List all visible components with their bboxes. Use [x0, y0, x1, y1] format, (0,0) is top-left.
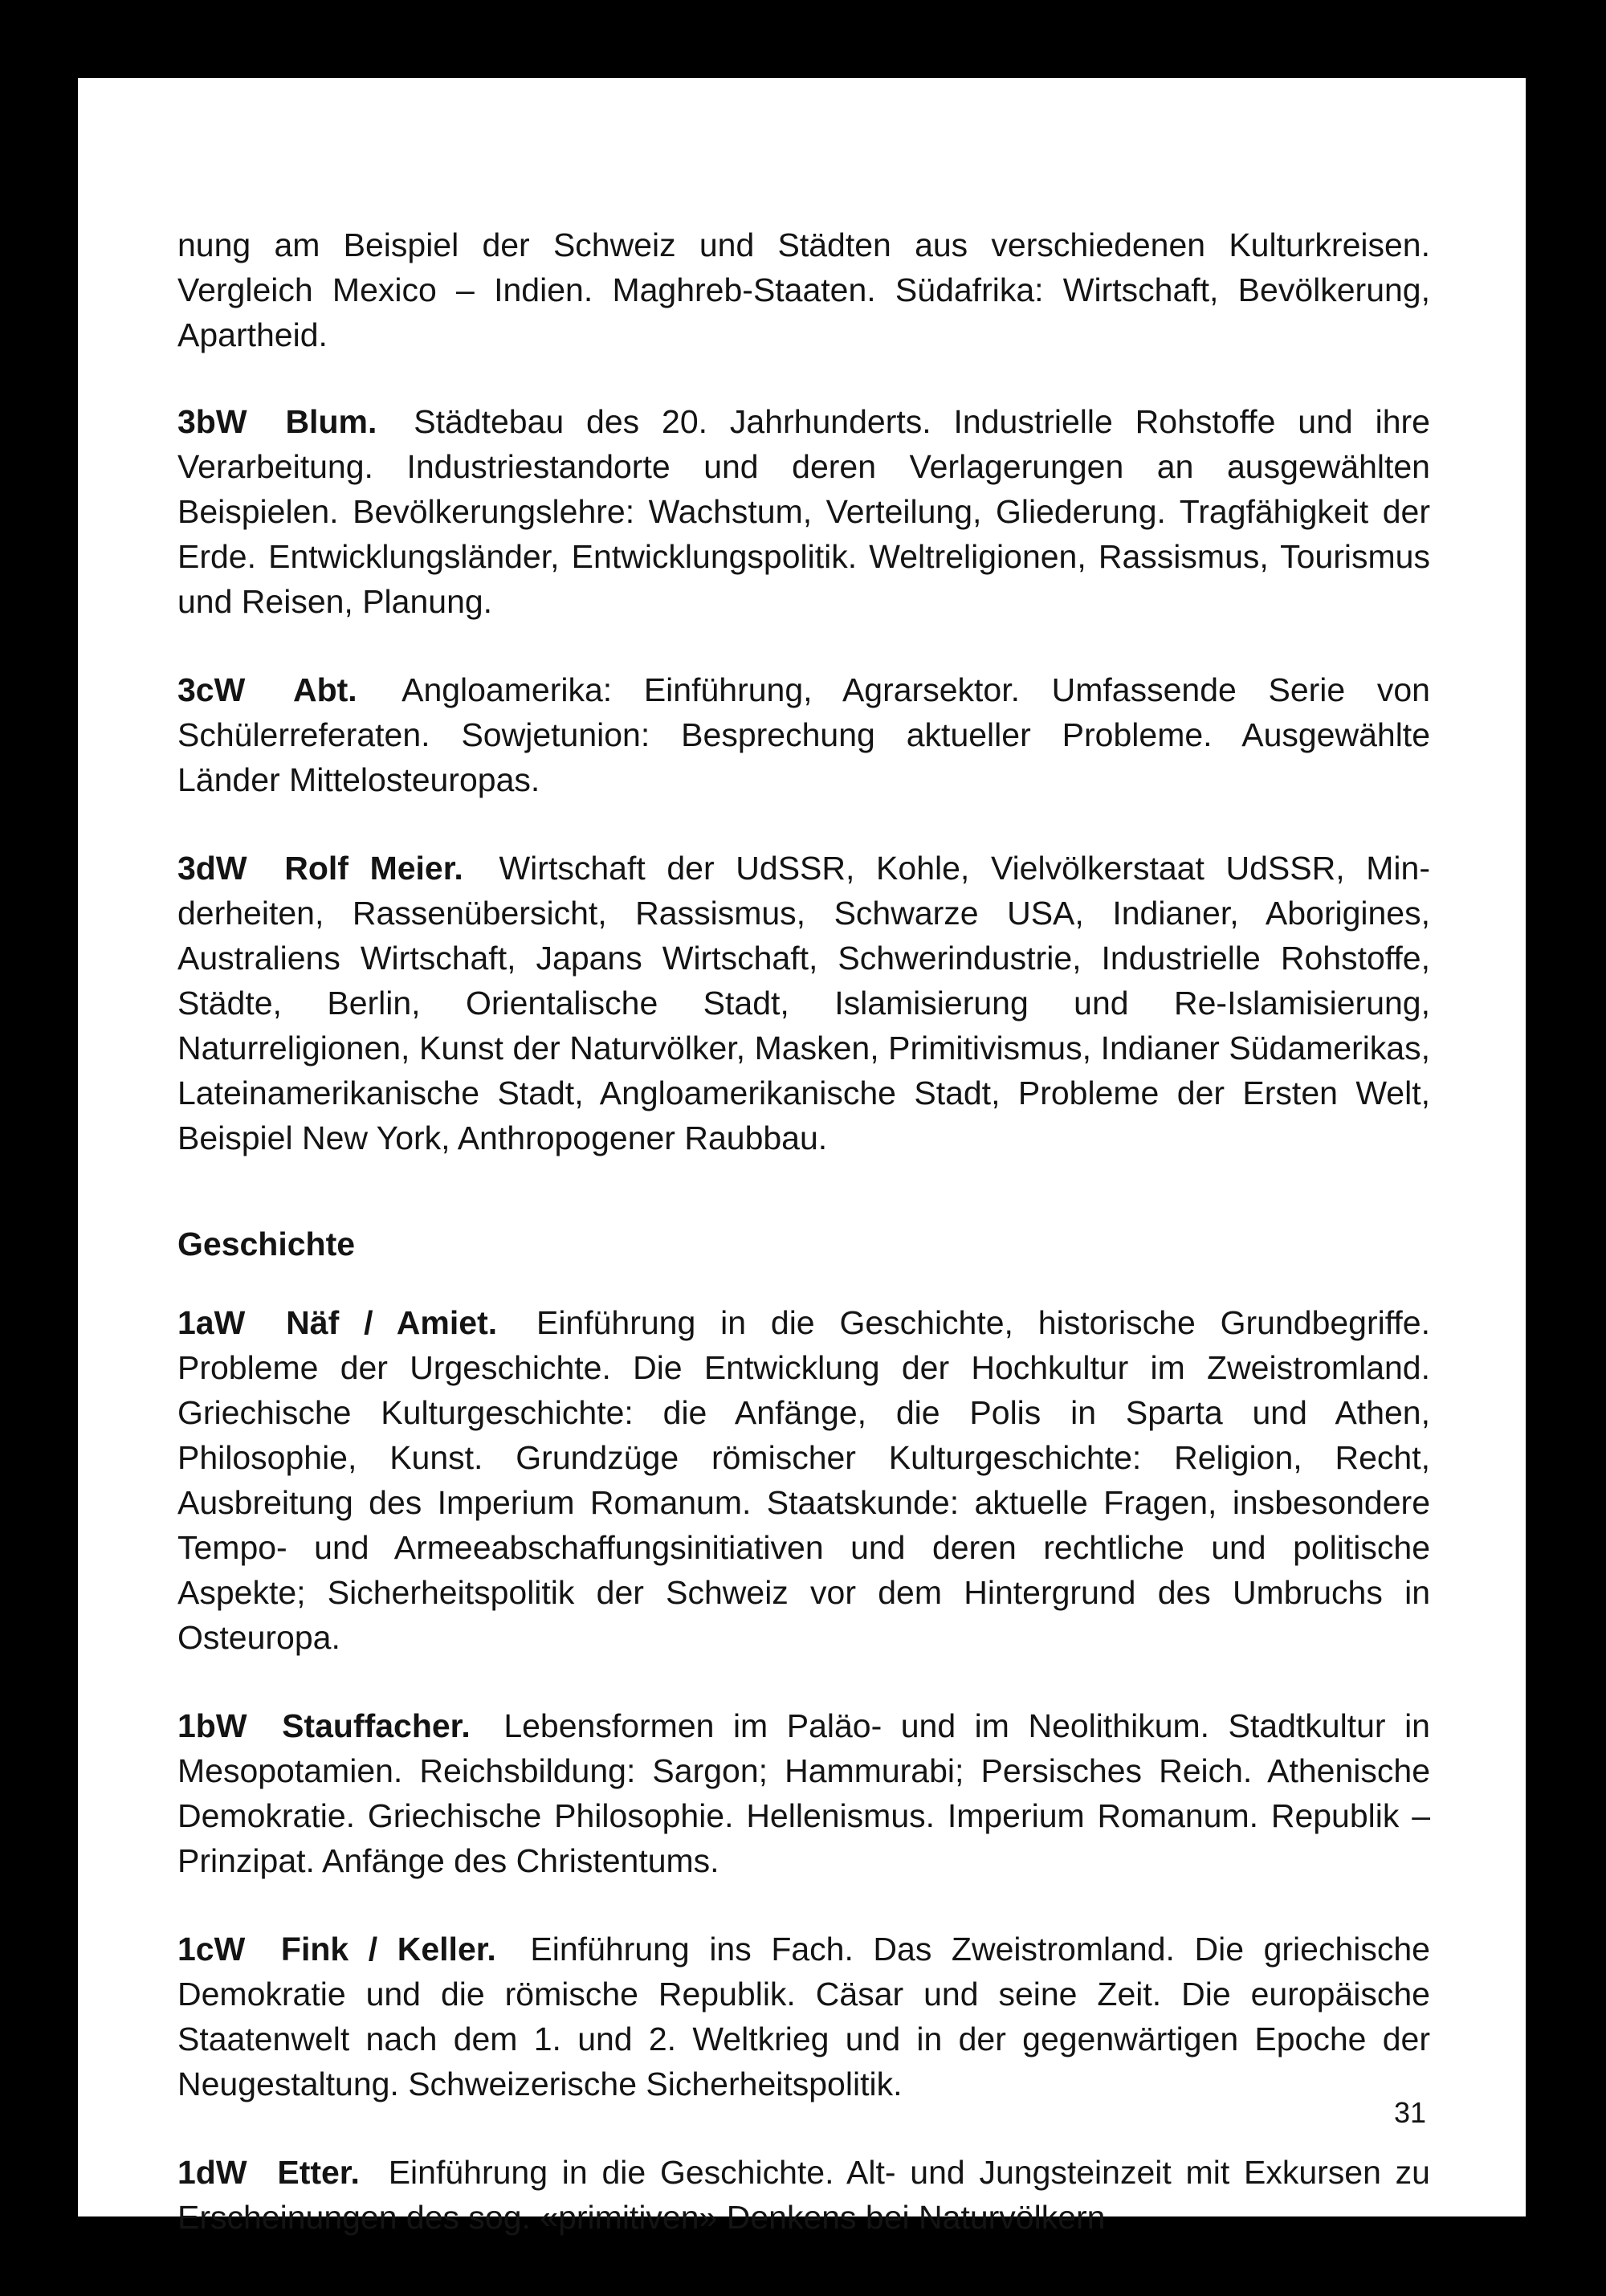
class-code: 1aW: [177, 1304, 246, 1341]
class-code: 1cW: [177, 1931, 246, 1968]
entry-text: Lebensformen im Paläo- und im Neolithikum. Stadtkultur in Mesopotamien. Reichsbildung: Sargon; Hammurabi; Persisches Reich. Athenische Demokratie. Griechische Philosophie. Hellenismus. Imperium Romanum. Republik – Prinzipat. Anfänge des Christentums.: [177, 1707, 1430, 1879]
class-code: 3bW: [177, 403, 247, 440]
teacher-name: Abt.: [292, 671, 357, 708]
class-code: 1bW: [177, 1707, 247, 1744]
document-page: [78, 78, 1526, 2236]
entry-text: Einführung in die Geschichte, historische Grundbegriffe. Probleme der Urgeschichte. Die Entwicklung der Hochkultur im Zweistromland. Griechische Kulturgeschichte: die Anfänge, die Polis in Sparta und Athen, Philosophie, Kunst. Grundzüge römischer Kulturgeschichte: Religion, Recht, Ausbreitung des Imperium Romanum. Staatskunde: aktuelle Fragen, insbesondere Tempo- und Armeeabschaffungsinitiativen und deren rechtliche und politische Aspekte; Sicherheitspolitik der Schweiz vor dem Hintergrund des Umbruchs in Osteuropa.: [177, 1304, 1430, 1656]
intro-paragraph: nung am Beispiel der Schweiz und Städten aus verschiedenen Kulturkreisen. Vergleich Mexico – Indien. Maghreb-Staaten. Südafrika: Wirtschaft, Bevölkerung, Apartheid.: [177, 226, 1430, 353]
page-content: [177, 222, 1430, 2283]
teacher-name: Etter.: [277, 2154, 360, 2191]
entry-text: Einführung in die Geschichte. Alt- und Jungsteinzeit mit Exkursen zu Erscheinungen des sog. «primitiven» Denkens bei Naturvölkern: [177, 2154, 1430, 2236]
teacher-name: Näf / Amiet.: [286, 1304, 498, 1341]
entry-3dw: [177, 846, 1430, 1160]
entry-text: Städtebau des 20. Jahrhunderts. Industrielle Rohstoffe und ihre Verarbeitung. Industriestandorte und deren Verlagerungen an ausgewählten Beispielen. Bevölkerungslehre: Wachstum, Verteilung, Gliederung. Tragfähigkeit der Erde. Entwicklungsländer, Entwicklungspolitik. Weltreligionen, Rassismus, Tourismus und Reisen, Planung.: [177, 403, 1430, 620]
page-number: 31: [1393, 2096, 1426, 2129]
entry-3bw: [177, 399, 1430, 624]
teacher-name: Stauffacher.: [282, 1707, 471, 1744]
entry-text: Einführung ins Fach. Das Zweistromland. Die griechische Demokratie und die römische Republik. Cäsar und seine Zeit. Die europäische Staatenwelt nach dem 1. und 2. Weltkrieg und in der gegenwärtigen Epoche der Neugestaltung. Schweizerische Sicherheitspolitik.: [177, 1931, 1430, 2102]
class-code: 3cW: [177, 671, 246, 708]
entry-text: Wirtschaft der UdSSR, Kohle, Vielvölkerstaat UdSSR, Minderheiten, Rassenübersicht, Rassismus, Schwarze USA, Indianer, Aborigines, Australiens Wirtschaft, Japans Wirtschaft, Schwerindustrie, Industrielle Rohstoffe, Städte, Berlin, Orientalische Stadt, Islamisierung und Re-Islamisierung, Naturreligionen, Kunst der Naturvölker, Masken, Primitivismus, Indianer Südamerikas, Lateinamerikanische Stadt, Angloamerikanische Stadt, Probleme der Ersten Welt, Beispiel New York, Anthropogener Raubbau.: [177, 850, 1430, 1156]
entry-1aw: [177, 1300, 1430, 1660]
class-code: 1dW: [177, 2154, 247, 2191]
entry-1dw: [177, 2150, 1430, 2240]
teacher-name: Blum.: [285, 403, 377, 440]
section-heading-geschichte: Geschichte: [177, 1225, 356, 1262]
entry-text: Angloamerika: Einführung, Agrarsektor. Umfassende Serie von Schülerreferaten. Sowjetunion: Besprechung aktueller Probleme. Ausgewählte Länder Mittelosteuropas.: [177, 671, 1430, 798]
teacher-name: Rolf Meier.: [284, 850, 463, 887]
entry-1bw: [177, 1703, 1430, 1883]
entry-3cw: [177, 667, 1430, 802]
class-code: 3dW: [177, 850, 247, 887]
entry-1cw: [177, 1927, 1430, 2106]
teacher-name: Fink / Keller.: [280, 1931, 496, 1968]
